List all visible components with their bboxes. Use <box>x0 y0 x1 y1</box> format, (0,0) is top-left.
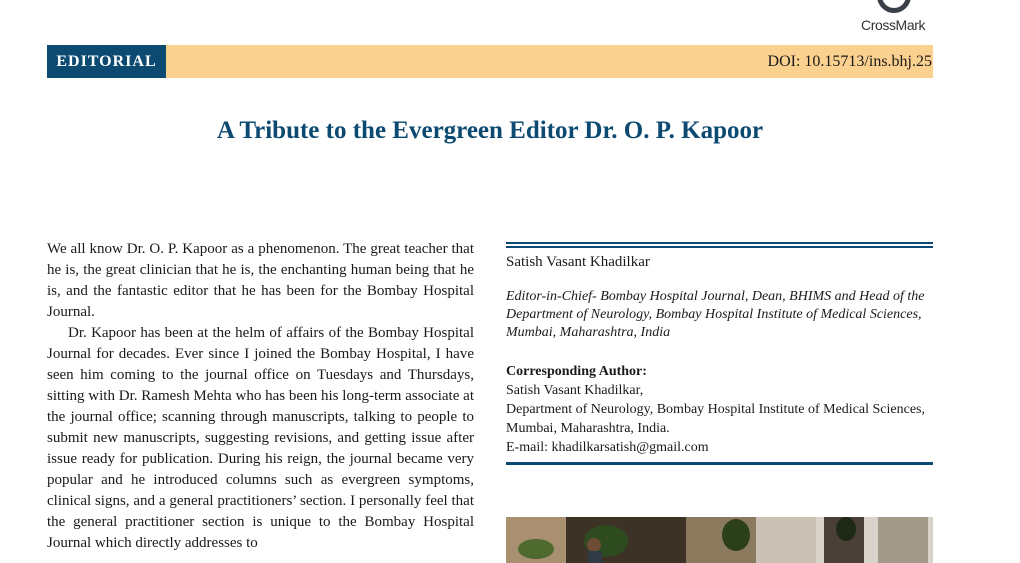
corresponding-author-label: Corresponding Author: <box>506 364 647 379</box>
body-paragraph: Dr. Kapoor has been at the helm of affairs of the Bombay Hospital Journal for decades. Ever since I joined the Bombay Hospital, I have seen him coming to the journal office on Tuesdays and Thursdays, sitting with Dr. Ramesh Mehta who has been his long-term associate at the journal office; scanning through manuscripts, talking to people to submit new manuscripts, suggesting revisions, and getting issue after issue ready for publication. During his reign, the journal became very popular and he introduced columns such as evergreen symptoms, clinical signs, and a general practitioners’ section. I personally feel that the general practitioner section is unique to the Bombay Hospital Journal which directly addresses to <box>47 325 474 551</box>
corresponding-author-email[interactable]: E-mail: khadilkarsatish@gmail.com <box>506 440 709 455</box>
corresponding-author-location: Mumbai, Maharashtra, India. <box>506 421 670 436</box>
author-box-top-rule-second <box>506 246 933 248</box>
author-box-top-rule <box>506 242 933 244</box>
author-affiliation: Editor-in-Chief- Bombay Hospital Journal, Dean, BHIMS and Head of the Department of Neurology, Bombay Hospital Institute of Medical Sciences, Mumbai, Maharashtra, India <box>506 289 925 340</box>
doi-link[interactable]: DOI: 10.15713/ins.bhj.25 <box>767 53 932 70</box>
crossmark-icon <box>869 0 919 14</box>
section-banner <box>47 45 933 78</box>
author-name: Satish Vasant Khadilkar <box>506 254 650 270</box>
body-paragraph: We all know Dr. O. P. Kapoor as a phenomenon. The great teacher that he is, the great clinician that he is, the enchanting human being that he is, and the fantastic editor that he has been for the Bombay Hospital Journal. <box>47 241 474 320</box>
editorial-photo <box>506 517 933 563</box>
crossmark-label: CrossMark <box>861 17 926 33</box>
corresponding-author-department: Department of Neurology, Bombay Hospital Institute of Medical Sciences, <box>506 402 925 417</box>
section-tag: EDITORIAL <box>47 45 166 78</box>
crossmark-badge[interactable] <box>858 0 934 38</box>
author-box-bottom-rule <box>506 462 933 465</box>
author-info-box <box>506 253 933 457</box>
article-body <box>47 239 474 563</box>
corresponding-author-name: Satish Vasant Khadilkar, <box>506 383 644 398</box>
article-title: A Tribute to the Evergreen Editor Dr. O. P. Kapoor <box>216 117 764 144</box>
